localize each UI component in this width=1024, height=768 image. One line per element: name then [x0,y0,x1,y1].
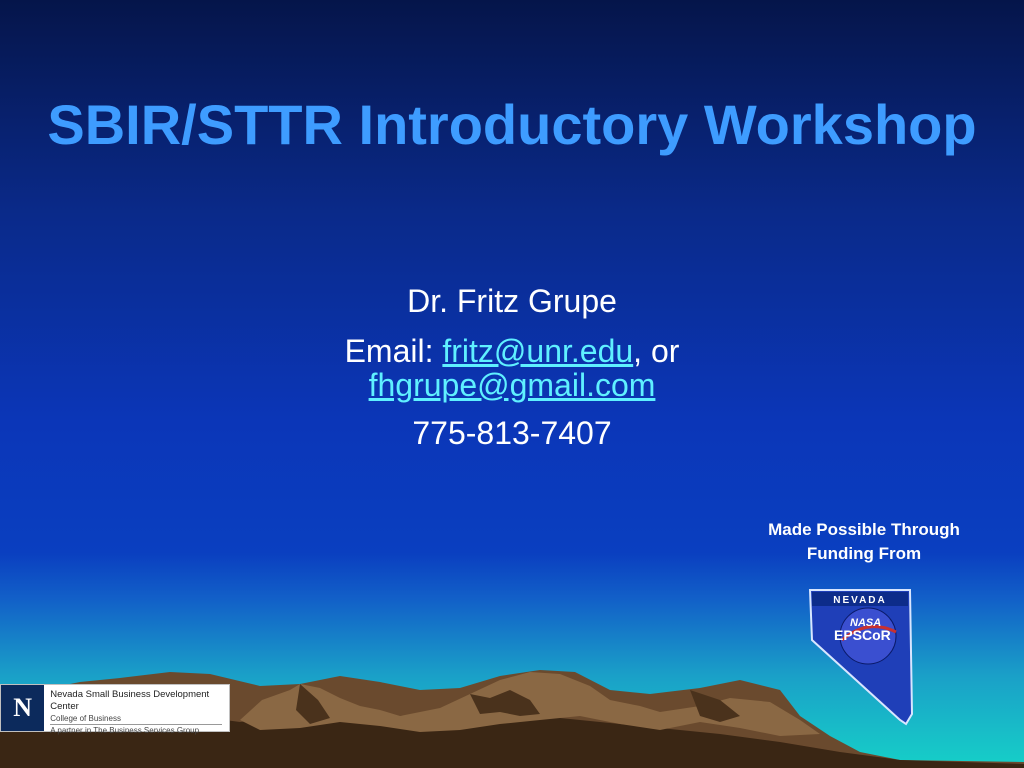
sbdc-name: Nevada Small Business Development Center [50,689,210,712]
sbdc-text [44,685,229,735]
phone-number: 775-813-7407 [412,415,612,451]
epscor-program-label: EPSCoR [834,627,891,643]
email-prefix: Email: [344,333,443,369]
email-line [0,334,1024,402]
funding-note [740,518,988,566]
nevada-nasa-epscor-logo [808,588,918,728]
presenter-name: Dr. Fritz Grupe [407,283,617,319]
sbdc-partner: A partner in The Business Services Group [50,726,200,735]
funding-line-2: Funding From [806,544,922,563]
epscor-state-label: NEVADA [833,595,887,606]
presenter-info [0,282,1024,466]
email-primary-link[interactable]: fritz@unr.edu [442,333,634,369]
unr-n-emblem: N [1,685,44,731]
nevada-sbdc-logo [0,684,230,735]
email-separator: , or [633,333,680,369]
sbdc-college: College of Business [50,713,222,725]
epscor-agency-label: NASA [850,617,882,629]
email-secondary-link[interactable]: fhgrupe@gmail.com [368,367,656,403]
funding-line-1: Made Possible Through [768,520,960,539]
slide-title: SBIR/STTR Introductory Workshop [47,93,977,156]
